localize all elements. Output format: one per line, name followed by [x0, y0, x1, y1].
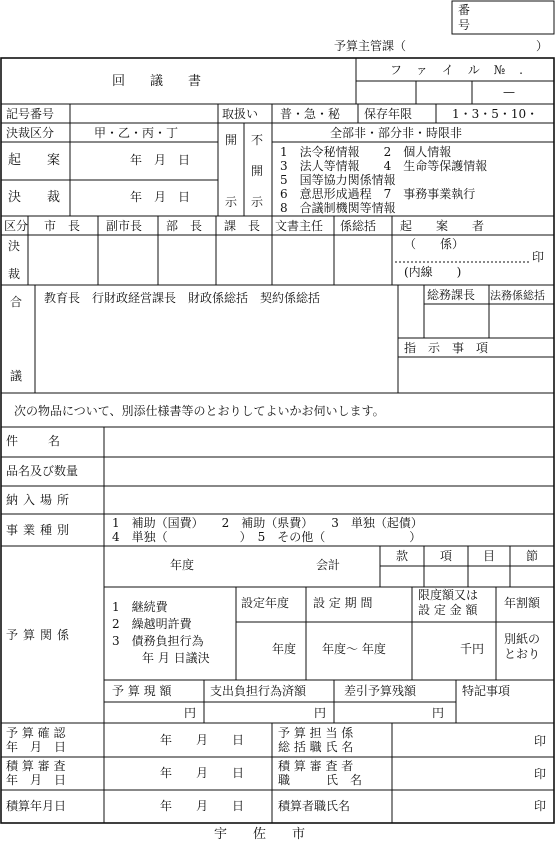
approval-header-doc-chief: 文書主任	[275, 219, 324, 233]
kessai-kubun-value: 甲・乙・丙・丁	[94, 126, 179, 140]
kakunin-date: 年 月 日	[160, 733, 245, 747]
toriatsukai-value: 普・急・秘	[280, 107, 341, 121]
page-title: 回 議 書	[112, 74, 208, 89]
toriatsukai-label: 取扱い	[222, 107, 259, 121]
tantou-seal: 印	[534, 734, 547, 748]
aigi-members: 教育長 行財政経営課長 財政係総括 契約係総括	[44, 291, 321, 305]
betsushi-1: 別紙の	[504, 632, 541, 646]
kakunin-label-2: 年 月 日	[6, 740, 67, 754]
kigo-label: 記号番号	[6, 107, 55, 121]
settei-kikan-label: 設 定 期 間	[313, 596, 373, 610]
kessai-date: 年 月 日	[130, 190, 191, 204]
budget-type-2: 2 繰越明許費	[112, 617, 192, 631]
sekisan-date: 年 月 日	[160, 799, 245, 813]
sekisan-ymd-label: 積算年月日	[6, 799, 67, 813]
settei-nendo-label: 設定年度	[241, 596, 290, 610]
tokki-label: 特記事項	[462, 684, 511, 698]
ji-label: 示	[225, 195, 238, 209]
footer-city: 宇 佐 市	[214, 827, 306, 842]
budget-label: 予算関係	[6, 628, 75, 642]
approval-header-director: 部 長	[166, 219, 203, 233]
budget-type-giketsu: 年 月 日議決	[130, 651, 210, 665]
aigi-vertical-2: 議	[10, 369, 23, 383]
kian-date: 年 月 日	[130, 153, 191, 167]
tantou-label-1: 予 算 担 当 係	[278, 726, 354, 740]
kessai-vertical-2: 裁	[8, 267, 21, 281]
drafter-kakari: （ 係）	[404, 237, 465, 251]
budget-kaikei: 会計	[316, 558, 341, 572]
approval-header-mayor: 市 長	[44, 219, 81, 233]
kai2-label: 開	[251, 164, 264, 178]
sekisansha-label: 積算者職氏名	[278, 799, 351, 813]
reason-4: 6 意思形成過程 7 事務事業執行	[280, 187, 476, 201]
kessai-kubun-label: 決裁区分	[6, 126, 55, 140]
approval-header-kakari: 係総括	[340, 219, 377, 233]
shiji-label: 指 示 事 項	[404, 341, 489, 355]
sekisansha-seal: 印	[534, 799, 547, 813]
gendo-label-2: 設 定 金 額	[418, 603, 478, 617]
file-number-dash: —	[503, 85, 515, 99]
reason-1: 1 法令秘情報 2 個人情報	[280, 145, 452, 159]
kakunin-label-1: 予 算 確 認	[6, 726, 66, 740]
budget-setsu: 節	[526, 549, 539, 563]
kai-label: 開	[225, 133, 238, 147]
number-box-label-2: 号	[458, 18, 471, 32]
nenwari-label: 年割額	[504, 596, 541, 610]
sashihiki-unit: 円	[432, 706, 445, 720]
shinsa-date: 年 月 日	[160, 766, 245, 780]
genkaku-label: 予 算 現 額	[112, 684, 172, 698]
disclosure-options: 全部非・部分非・時限非	[330, 126, 463, 140]
sashihiki-label: 差引予算残額	[344, 684, 417, 698]
hinmei-label: 品名及び数量	[6, 464, 79, 478]
approval-header-vice-mayor: 副市長	[106, 219, 143, 233]
budget-type-3: 3 債務負担行為	[112, 634, 204, 648]
number-box-label-1: 番	[458, 3, 471, 17]
betsushi-2: とおり	[504, 647, 541, 661]
shinsa-label-2: 年 月 日	[6, 773, 67, 787]
budget-kan: 款	[396, 549, 409, 563]
hozon-label: 保存年限	[364, 107, 413, 121]
jigyo-options-1: 1 補助（国費） 2 補助（県費） 3 単独（起債）	[112, 516, 423, 530]
hozon-value: 1・3・5・10・	[452, 107, 539, 121]
approval-header-section-chief: 課 長	[224, 219, 261, 233]
budget-type-1: 1 継続費	[112, 600, 168, 614]
drafter-seal: 印	[532, 250, 545, 264]
request-sentence: 次の物品について、別添仕様書等のとおりしてよいかお伺いします。	[14, 404, 385, 418]
fu-label: 不	[251, 133, 264, 147]
budget-manager-close: ）	[536, 39, 549, 53]
houmu-label: 法務係総括	[490, 289, 545, 302]
budget-kou: 項	[440, 549, 453, 563]
aigi-vertical-1: 合	[10, 295, 23, 309]
settei-kikan-value: 年度～ 年度	[322, 642, 386, 656]
kessai-label: 決 裁	[8, 190, 61, 205]
budget-moku: 目	[483, 549, 496, 563]
kessai-vertical-1: 決	[8, 239, 21, 253]
approval-header-kubun: 区分	[4, 219, 29, 233]
file-number-label: ファイル№.	[390, 63, 537, 77]
budget-nendo: 年度	[170, 558, 195, 572]
kian-label: 起 案	[8, 153, 61, 168]
shinsa-label-1: 積 算 審 査	[6, 759, 66, 773]
reason-2: 3 法人等情報 4 生命等保護情報	[280, 159, 488, 173]
shinsasha-label-1: 積 算 審 査 者	[278, 759, 354, 773]
budget-manager-label: 予算主管課（	[334, 39, 407, 53]
gendo-unit: 千円	[460, 642, 485, 656]
shinsasha-seal: 印	[534, 767, 547, 781]
nounyu-label: 納入場所	[6, 493, 75, 507]
soumu-label: 総務課長	[427, 288, 476, 302]
jigyo-label: 事業種別	[6, 523, 75, 537]
kenmei-label: 件 名	[6, 434, 63, 448]
reason-5: 8 合議制機関等情報	[280, 201, 396, 215]
jigyo-options-2: 4 単独（ ） 5 その他（ ）	[112, 530, 422, 544]
approval-header-drafter: 起 案 者	[400, 219, 485, 233]
tantou-label-2: 総 括 職 氏 名	[278, 740, 354, 754]
gendo-label-1: 限度額又は	[418, 588, 479, 602]
shinsasha-label-2: 職 氏 名	[278, 773, 363, 787]
settei-nendo-value: 年度	[272, 642, 297, 656]
ji2-label: 示	[251, 195, 264, 209]
reason-3: 5 国等協力関係情報	[280, 173, 396, 187]
shishutsu-unit: 円	[314, 706, 327, 720]
genkaku-unit: 円	[184, 706, 197, 720]
drafter-naisen: (内線 )	[404, 265, 462, 279]
shishutsu-label: 支出負担行為済額	[210, 684, 307, 698]
